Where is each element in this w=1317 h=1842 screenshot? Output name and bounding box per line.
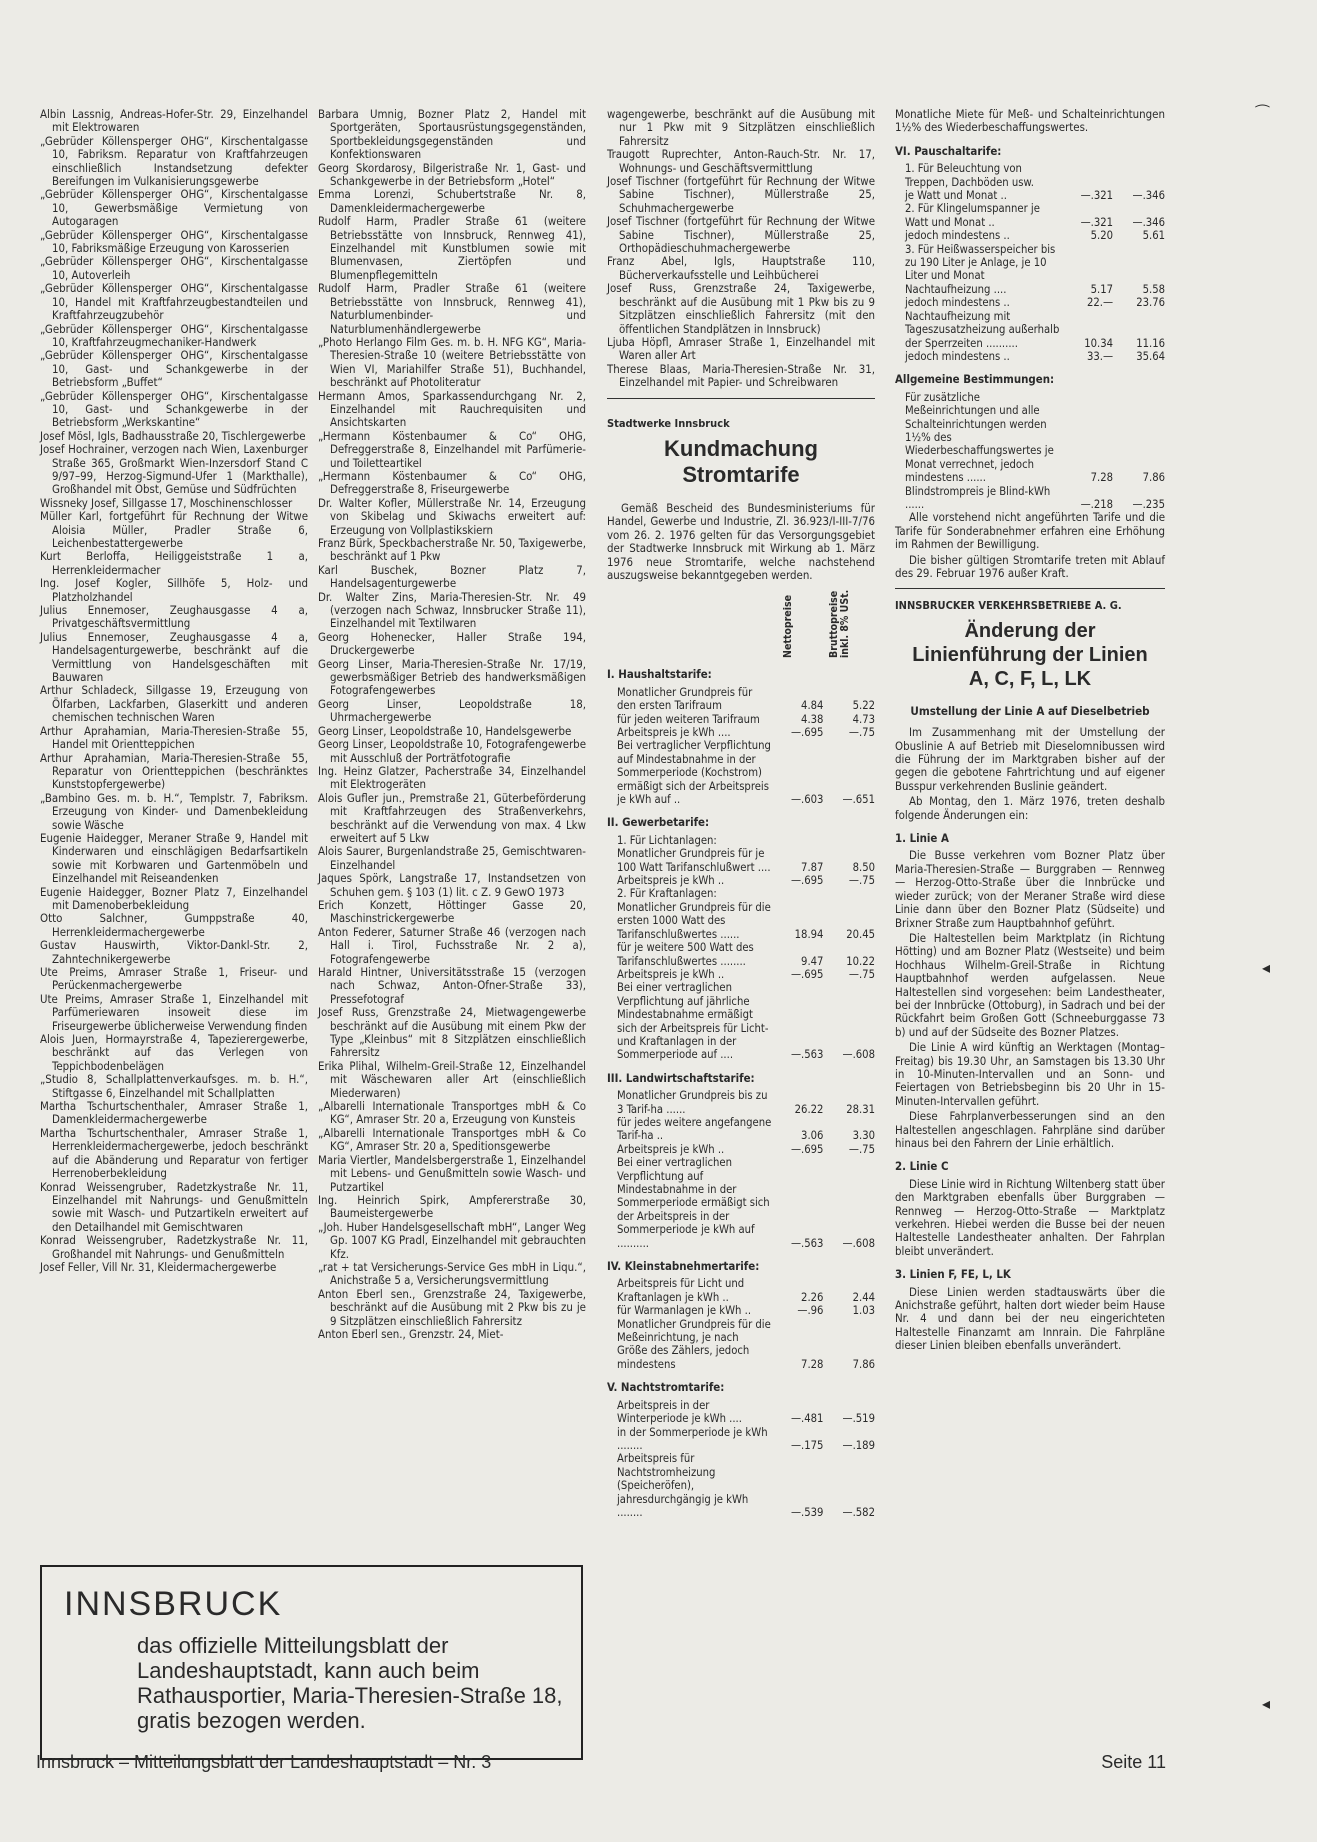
- tariff-row: [607, 1426, 875, 1453]
- tariff-row: [607, 739, 875, 806]
- license-entry: Josef Russ, Grenzstraße 24, Taxigewerbe, beschränkt auf die Ausübung mit 1 Pkw bis zu 9 Sitzplätzen einschließlich Fahrersitz (mit den öffentlichen Standplätzen in Innsbruck): [607, 281, 875, 336]
- license-entry: „Gebrüder Köllensperger OHG“, Kirschentalgasse 10, Autoverleih: [40, 254, 308, 282]
- license-entry: Maria Viertler, Mandelsbergerstraße 1, Einzelhandel mit Lebens- und Genußmitteln sowie Wasch- und Putzartikel: [318, 1152, 586, 1194]
- license-entry: Erich Konzett, Höttinger Gasse 20, Maschinstrickergewerbe: [318, 897, 586, 926]
- license-entry: „Gebrüder Köllensperger OHG“, Kirschentalgasse 10, Gast- und Schankgewerbe in der Betriebsform „Buffet“: [40, 348, 308, 390]
- netto-price: —.563: [790, 1236, 824, 1250]
- tariff-row: [895, 189, 1165, 202]
- netto-price: —.695: [790, 1142, 824, 1156]
- margin-arrow-icon: ◂: [1262, 960, 1271, 977]
- line-heading: 1. Linie A: [895, 831, 949, 846]
- tariff-label: in der Sommerperiode je kWh ........: [617, 1425, 768, 1452]
- netto-price: —.96: [797, 1304, 824, 1318]
- netto-header: Nettopreise: [782, 595, 794, 659]
- tariff-section-title: II. Gewerbetarife:: [607, 815, 710, 830]
- brutto-price: —.651: [842, 793, 875, 807]
- license-entry: Josef Tischner (fortgeführt für Rechnung der Witwe Sabine Tischner), Müllerstraße 25, Schuhmachergewerbe: [607, 174, 875, 215]
- tariff-label: für Warmanlagen je kWh ..: [617, 1304, 752, 1318]
- tariff-row: [895, 243, 1165, 283]
- brutto-price: 28.31: [846, 1102, 875, 1116]
- tariff-table: [607, 1089, 875, 1250]
- column-2: [318, 108, 586, 1341]
- line-heading: 2. Linie C: [895, 1159, 949, 1174]
- tariff-table: [895, 391, 1165, 512]
- license-entry: Eugenie Haidegger, Meraner Straße 9, Handel mit Kinderwaren und einschlägigen Bedarfsartikeln sowie mit Korbwaren und Gartenmöbeln und Einzelhandel mit Reiseandenken: [40, 830, 308, 886]
- tariff-label: Arbeitspreis je kWh ..: [617, 967, 725, 981]
- license-entry: Anton Federer, Saturner Straße 46 (verzogen nach Hall i. Tirol, Fuchsstraße Nr. 2 a), Fotografengewerbe: [318, 924, 586, 966]
- tariff-row: [607, 686, 875, 713]
- headline-line-1: Kundmachung: [664, 435, 818, 461]
- brutto-header: Bruttopreise inkl. 8% USt.: [828, 590, 851, 659]
- license-entry: „Hermann Köstenbaumer & Co“ OHG, Defreggerstraße 8, Einzelhandel mit Parfümerie- und Toiletteartikel: [318, 428, 586, 470]
- brutto-price: —.75: [848, 967, 875, 981]
- tariff-label: Arbeitspreis je kWh ..: [617, 1142, 725, 1156]
- tariff-label: 2. Für Kraftanlagen:: [617, 887, 717, 901]
- netto-price: 3.06: [801, 1129, 824, 1143]
- column-4: [895, 108, 1165, 1355]
- tariff-row: [895, 229, 1165, 242]
- tariff-row: [607, 968, 875, 981]
- tariff-label: 1. Für Beleuchtung von Treppen, Dachböden usw.: [905, 162, 1034, 189]
- brutto-price: —.608: [842, 1236, 875, 1250]
- license-entry: Albin Lassnig, Andreas-Hofer-Str. 29, Einzelhandel mit Elektrowaren: [40, 107, 308, 135]
- license-entry: Anton Eberl sen., Grenzstr. 24, Miet-: [318, 1326, 504, 1341]
- license-entry: wagengewerbe, beschränkt auf die Ausübung mit nur 1 Pkw mit 9 Sitzplätzen einschließlich Fahrersitz: [607, 107, 875, 148]
- tariff-row: [607, 834, 875, 847]
- tariff-section-title: Allgemeine Bestimmungen:: [895, 372, 1055, 387]
- license-entry: Josef Mösl, Igls, Badhausstraße 20, Tischlergewerbe: [40, 428, 306, 443]
- tariff-label: Nachtaufheizung mit Tageszusatzheizung außerhalb der Sperrzeiten ..........: [905, 309, 1060, 350]
- tariff-row: [607, 1277, 875, 1304]
- netto-price: 5.17: [1090, 282, 1114, 296]
- netto-price: —.563: [790, 1048, 824, 1062]
- license-entry: Josef Feller, Vill Nr. 31, Kleidermachergewerbe: [40, 1259, 277, 1274]
- license-entry: Hermann Amos, Sparkassendurchgang Nr. 2, Einzelhandel mit Rauchrequisiten und Ansichtskarten: [318, 388, 586, 430]
- netto-price: [1061, 243, 1113, 283]
- license-entry: Josef Hochrainer, verzogen nach Wien, Laxenburger Straße 365, Großmarkt Wien-Inzersdorf Stand C 9/97–99, Herzog-Sigmund-Ufer 1 (Markthalle), Großhandel mit Obst, Gemüse und Südfrüchten: [40, 442, 308, 497]
- tariff-table: [607, 834, 875, 1062]
- brutto-price: [823, 887, 875, 900]
- license-entry: „Photo Herlango Film Ges. m. b. H. NFG KG“, Maria-Theresien-Straße 10 (weitere Betriebsstätte von Wien VI, Mariahilfer Straße 51), Buchhandel, beschränkt auf Photoliteratur: [318, 334, 586, 390]
- brutto-price: [823, 834, 875, 847]
- license-entry: Barbara Umnig, Bozner Platz 2, Handel mit Sportgeräten, Sportausrüstungsgegenständen, Sportbekleidungsgegenständen und Konfektionswaren: [318, 107, 586, 162]
- license-entry: Anton Eberl sen., Grenzstraße 24, Taxigewerbe, beschränkt auf die Ausübung mit 2 Pkw bis zu je 9 Sitzplätzen einschließlich Fahrersitz: [318, 1286, 586, 1328]
- license-entry: Franz Bürk, Speckbacherstraße Nr. 50, Taxigewerbe, beschränkt auf 1 Pkw: [318, 536, 586, 564]
- tariff-row: [607, 887, 875, 900]
- article-paragraph: Diese Linie wird in Richtung Wiltenberg statt über den Marktgraben ebenfalls über Burggraben — Rennweg — Herzog-Otto-Straße — Marktplatz verkehren. Hiebei werden die Busse bei der neuen Haltestelle Landestheater anhalten. Der Fahrplan bleibt unverändert.: [895, 1176, 1165, 1258]
- license-entry: Georg Linser, Maria-Theresien-Straße Nr. 17/19, gewerbsmäßiger Betrieb des handwerksmäßigen Fotografengewerbes: [318, 656, 586, 698]
- brutto-price: 35.64: [1136, 349, 1165, 363]
- brutto-price: 23.76: [1136, 296, 1165, 310]
- license-entry: Josef Tischner (fortgeführt für Rechnung der Witwe Sabine Tischner), Müllerstraße 25, Orthopädieschuhmachergewerbe: [607, 214, 875, 256]
- netto-price: [772, 887, 824, 900]
- license-entry: Konrad Weissengruber, Radetzkystraße Nr. 11, Großhandel mit Nahrungs- und Genußmitteln: [40, 1233, 308, 1261]
- tariff-row: [895, 202, 1165, 229]
- tariff-tables: [607, 668, 875, 1519]
- license-entry: „Studio 8, Schallplattenverkaufsges. m. b. H.“, Stiftgasse 6, Einzelhandel mit Schallplatten: [40, 1072, 308, 1100]
- page-footer: [36, 1752, 1166, 1773]
- license-entry: Ute Preims, Amraser Straße 1, Friseur- und Perückenmachergewerbe: [40, 965, 308, 993]
- license-entry: Müller Karl, fortgeführt für Rechnung der Witwe Aloisia Müller, Pradler Straße 6, Leichenbestattergewerbe: [40, 509, 308, 550]
- tariff-row: [607, 1089, 875, 1116]
- department-label: Stadtwerke Innsbruck: [607, 416, 730, 430]
- closing-paragraph: Die bisher gültigen Stromtarife treten mit Ablauf des 29. Februar 1976 außer Kraft.: [895, 552, 1165, 580]
- tariff-closing: [895, 511, 1165, 580]
- license-entry: Martha Tschurtschenthaler, Amraser Straße 1, Damenkleidermachergewerbe: [40, 1099, 308, 1127]
- tariff-label: 1. Für Lichtanlagen:: [617, 833, 717, 847]
- tariff-section-title: V. Nachtstromtarife:: [607, 1380, 725, 1395]
- netto-price: 4.84: [801, 699, 824, 713]
- license-entry: Arthur Aprahamian, Maria-Theresien-Straße 55, Reparatur von Orientteppichen (beschränktes Kunststopfergewerbe): [40, 750, 308, 792]
- license-entry: Kurt Berloffa, Heiliggeiststraße 1 a, Herrenkleidermacher: [40, 549, 308, 577]
- netto-price: 10.34: [1084, 336, 1114, 350]
- tariff-row: [607, 726, 875, 739]
- tariff-label: für jeden weiteren Tarifraum: [617, 712, 760, 726]
- tariff-row: [607, 1304, 875, 1317]
- tariff-label: Arbeitspreis für Nachtstromheizung (Speicheröfen), jahresdurchgängig je kWh ........: [617, 1452, 749, 1519]
- license-entry: „Gebrüder Köllensperger OHG“, Kirschentalgasse 10, Fabriksmäßige Erzeugung von Karosserien: [40, 227, 308, 256]
- tariff-label: Monatlicher Grundpreis für die ersten 1000 Watt des Tarifanschlußwertes ......: [617, 900, 771, 941]
- subheadline: Umstellung der Linie A auf Dieselbetrieb: [910, 703, 1150, 718]
- netto-price: —.175: [790, 1438, 824, 1452]
- article-paragraph: Diese Fahrplanverbesserungen sind an den Haltestellen angeschlagen. Fahrpläne sind darüber hinaus bei den Fahrern der Linie erhältlich.: [895, 1109, 1165, 1150]
- tariff-label: für je weitere 500 Watt des Tarifanschlußwertes ........: [617, 941, 754, 968]
- license-entry: Georg Hohenecker, Haller Straße 194, Druckergewerbe: [318, 629, 586, 658]
- margin-mark-icon: ⁀: [1256, 106, 1269, 123]
- license-entry: Julius Ennemoser, Zeughausgasse 4 a, Privatgeschäftsvermittlung: [40, 603, 308, 631]
- article-paragraph: Die Linie A wird künftig an Werktagen (Montag–Freitag) bis 19.30 Uhr, an Samstagen bis 13.30 Uhr in 10-Minuten-Intervallen und an Sonn- und Feiertagen von Betriebsbeginn bis 20 Uhr in 15-Minuten-Intervallen geführt.: [895, 1040, 1165, 1108]
- gewerbe-list-continued: [607, 108, 875, 390]
- license-entry: Traugott Ruprechter, Anton-Rauch-Str. Nr. 17, Wohnungs- und Geschäftsvermittlung: [607, 147, 875, 175]
- license-entry: Arthur Schladeck, Sillgasse 19, Erzeugung von Ölfarben, Lackfarben, Glaserkitt und anderen chemischen technischen Waren: [40, 683, 308, 725]
- license-entry: „Gebrüder Köllensperger OHG“, Kirschentalgasse 10, Fabriksm. Reparatur von Kraftfahrzeugen einschließlich Instandsetzung defekter Bereifungen im Vulkanisierungsgewerbe: [40, 133, 308, 189]
- meter-rent-text: Monatliche Miete für Meß- und Schalteinrichtungen 1½% des Wiederbeschaffungswertes.: [895, 107, 1165, 135]
- tariff-label: Für zusätzliche Meßeinrichtungen und alle Schalteinrichtungen werden 1½% des Wiederbeschaffungswertes je Monat verrechnet, jedoch mindestens ......: [905, 390, 1054, 485]
- license-entry: „Albarelli Internationale Transportges mbH & Co KG“, Amraser Str. 20 a, Speditionsgewerbe: [318, 1125, 586, 1154]
- article-paragraph: Ab Montag, den 1. März 1976, treten deshalb folgende Änderungen ein:: [895, 794, 1165, 822]
- price-column-headers: [607, 586, 875, 658]
- tariff-row: [607, 713, 875, 726]
- intro-paragraph: Gemäß Bescheid des Bundesministeriums für Handel, Gewerbe und Industrie, Zl. 36.923/I-III-7/76 vom 26. 2. 1976 gelten für das Versorgungsgebiet der Stadtwerke Innsbruck mit Wirkung ab 1. März 1976 neue Stromtarife, welche nachstehend auszugsweise bekanntgegeben werden.: [607, 500, 875, 582]
- license-entry: „rat + tat Versicherungs-Service Ges mbH in Liqu.“, Anichstraße 5 a, Versicherungsvermittlung: [318, 1259, 586, 1288]
- tariff-label: Bei einer vertraglichen Verpflichtung auf Mindestabnahme in der Sommerperiode ermäßigt sich der Arbeitspreis in der Sommerperiode je kWh auf ..........: [617, 1156, 770, 1250]
- article-paragraph: Im Zusammenhang mit der Umstellung der Obuslinie A auf Betrieb mit Dieselomnibussen wird die Führung der im Marktgraben bisher auf der gegen die gebotene Fahrtrichtung und auf eigener Busspur verkehrenden Buslinie geändert.: [895, 725, 1165, 793]
- tariff-label: Nachtaufheizung ....: [905, 282, 1007, 296]
- netto-price: [772, 834, 824, 847]
- license-entry: Gustav Hauswirth, Viktor-Dankl-Str. 2, Zahntechnikergewerbe: [40, 938, 308, 966]
- headline-linien: [895, 619, 1165, 691]
- headline-line-1: Änderung der Linienführung der Linien: [912, 619, 1148, 666]
- tariff-label: Arbeitspreis für Licht und Kraftanlagen je kWh ..: [617, 1277, 745, 1304]
- brutto-price: 1.03: [852, 1304, 875, 1318]
- brutto-price: 3.30: [852, 1129, 875, 1143]
- license-entry: Harald Hintner, Universitätsstraße 15 (verzogen nach Schwaz, Anton-Ofner-Straße 33), Pressefotograf: [318, 965, 586, 1006]
- closing-paragraph: Alle vorstehend nicht angeführten Tarife und die Tarife für Sonderabnehmer erfahren eine Erhöhung im Rahmen der Bewilligung.: [895, 510, 1165, 552]
- license-entry: Wissneky Josef, Sillgasse 17, Moschinenschlosser: [40, 495, 293, 510]
- tariff-row: [895, 162, 1165, 189]
- license-entry: Ing. Josef Kogler, Sillhöfe 5, Holz- und Platzholzhandel: [40, 576, 308, 604]
- license-entry: Ute Preims, Amraser Straße 1, Einzelhandel mit Parfümeriewaren insoweit diese im Friseurgewerbe üblicherweise Verwendung finden: [40, 991, 308, 1033]
- tariff-row: [607, 874, 875, 887]
- netto-price: [1061, 162, 1113, 189]
- tariff-table: [895, 162, 1165, 363]
- tariff-row: [607, 941, 875, 968]
- brutto-price: 4.73: [852, 712, 875, 726]
- tariff-label: 3. Für Heißwasserspeicher bis zu 190 Liter je Anlage, je 10 Liter und Monat: [905, 242, 1056, 283]
- brutto-price: [1113, 162, 1165, 189]
- tariff-label: jedoch mindestens ..: [905, 229, 1010, 243]
- line-heading: 3. Linien F, FE, L, LK: [895, 1267, 1011, 1282]
- brutto-price: 20.45: [846, 927, 875, 941]
- box-title: INNSBRUCK: [64, 1585, 283, 1623]
- brutto-price: 7.86: [852, 1357, 875, 1371]
- tariff-label: Monatlicher Grundpreis für die Meßeinrichtung, je nach Größe des Zählers, jedoch mindestens: [617, 1317, 771, 1371]
- license-entry: „Gebrüder Köllensperger OHG“, Kirschentalgasse 10, Gast- und Schankgewerbe in der Betriebsform „Werkskantine“: [40, 388, 308, 430]
- tariff-section-title: III. Landwirtschaftstarife:: [607, 1070, 755, 1085]
- license-entry: Alois Saurer, Burgenlandstraße 25, Gemischtwaren-Einzelhandel: [318, 844, 586, 872]
- netto-price: —.321: [1080, 215, 1114, 229]
- tariff-row: [895, 296, 1165, 309]
- license-entry: Ing. Heinrich Spirk, Ampfererstraße 30, Baumeistergewerbe: [318, 1192, 586, 1221]
- netto-price: 7.28: [801, 1357, 824, 1371]
- license-entry: Arthur Aprahamian, Maria-Theresien-Straße 55, Handel mit Orientteppichen: [40, 723, 308, 752]
- brutto-price: —.519: [842, 1412, 875, 1426]
- license-entry: Otto Salchner, Gumppstraße 40, Herrenkleidermachergewerbe: [40, 911, 308, 939]
- tariff-tables-continued: [895, 145, 1165, 512]
- license-entry: Eugenie Haidegger, Bozner Platz 7, Einzelhandel mit Damenoberbekleidung: [40, 884, 308, 912]
- license-entry: Julius Ennemoser, Zeughausgasse 4 a, Handelsagenturgewerbe, beschränkt auf die Vermittlung von Handelsgeschäften mit Bauwaren: [40, 629, 308, 685]
- ivb-article: [895, 726, 1165, 1352]
- license-entry: „Albarelli Internationale Transportges mbH & Co KG“, Amraser Str. 20 a, Erzeugung von Kunsteis: [318, 1099, 586, 1127]
- netto-price: 9.47: [801, 954, 824, 968]
- margin-arrow-icon: ◂: [1262, 1696, 1271, 1713]
- info-box: [40, 1565, 583, 1760]
- tariff-table: [607, 686, 875, 807]
- tariff-section-title: I. Haushaltstarife:: [607, 667, 712, 682]
- license-entry: Erika Plihal, Wilhelm-Greil-Straße 12, Einzelhandel mit Wäschewaren aller Art (einschließlich Miederwaren): [318, 1058, 586, 1100]
- section-divider: [895, 588, 1165, 589]
- tariff-label: jedoch mindestens ..: [905, 349, 1010, 363]
- netto-price: —.695: [790, 967, 824, 981]
- brutto-price: 5.61: [1142, 229, 1165, 243]
- netto-price: 7.28: [1090, 471, 1114, 485]
- netto-price: —.603: [790, 793, 824, 807]
- page-number: Seite 11: [1101, 1752, 1166, 1772]
- brutto-price: 8.50: [852, 860, 875, 874]
- brutto-price: —.235: [1132, 497, 1165, 511]
- tariff-label: Blindstrompreis je Blind-kWh ......: [905, 484, 1051, 511]
- brutto-price: —.608: [842, 1048, 875, 1062]
- section-divider: [607, 398, 875, 399]
- license-entry: Alois Juen, Hormayrstraße 4, Tapezierergewerbe, beschränkt auf das Verlegen von Teppichbodenbelägen: [40, 1032, 308, 1073]
- license-entry: Georg Linser, Leopoldstraße 10, Handelsgewerbe: [318, 723, 572, 738]
- license-entry: Josef Russ, Grenzstraße 24, Mietwagengewerbe beschränkt auf die Ausübung mit einem Pkw der Type „Kleinbus“ mit 8 Sitzplätzen einschließlich Fahrersitz: [318, 1005, 586, 1060]
- license-entry: Emma Lorenzi, Schubertstraße Nr. 8, Damenkleidermachergewerbe: [318, 187, 586, 215]
- brutto-price: 11.16: [1136, 336, 1165, 350]
- article-paragraph: Die Haltestellen beim Marktplatz (in Richtung Hötting) und am Bozner Platz (Westseite) und beim Hochhaus Wilhelm-Greil-Straße in Richtung Hauptbahnhof werden aufgelassen. Neue Haltestellen sind vorgesehen: beim Landestheater, bei der Innbrücke (Ottoburg), in Sadrach und bei der Rückfahrt beim Großen Gott (Schneeburggasse 73 b) und auf der Südseite des Bozner Platzes.: [895, 930, 1165, 1039]
- headline-line-2: A, C, F, L, LK: [968, 667, 1092, 690]
- license-entry: Georg Linser, Leopoldstraße 10, Fotografengewerbe mit Ausschluß der Porträtfotografie: [318, 737, 586, 765]
- tariff-row: [607, 1318, 875, 1372]
- tariff-label: Bei vertraglicher Verpflichtung auf Mindestabnahme in der Sommerperiode (Kochstrom) ermäßigt sich der Arbeitspreis je kWh auf ..: [617, 739, 771, 807]
- column-3: [607, 108, 875, 1519]
- tariff-row: [607, 1143, 875, 1156]
- box-text: das offizielle Mitteilungsblatt der Landeshauptstadt, kann auch beim Rathausportier, Maria-Theresien-Straße 18, gratis bezogen werden.: [137, 1633, 563, 1733]
- tariff-table: [607, 1277, 875, 1371]
- license-entry: Alois Gufler jun., Premstraße 21, Güterbeförderung mit Kraftfahrzeugen des Straßenverkehrs, beschränkt auf die Verwendung von max. 4 Lkw erweitert auf 5 Lkw: [318, 790, 586, 845]
- brutto-price: —.346: [1132, 189, 1165, 203]
- netto-price: 26.22: [794, 1102, 824, 1116]
- tariff-label: für jedes weitere angefangene Tarif-ha ..: [617, 1115, 772, 1143]
- license-entry: Karl Buschek, Bozner Platz 7, Handelsagenturgewerbe: [318, 562, 586, 591]
- tariff-row: [895, 350, 1165, 363]
- license-entry: Rudolf Harm, Pradler Straße 61 (weitere Betriebsstätte von Innsbruck, Rennweg 41), Einzelhandel mit Kunstblumen sowie mit Blumenvasen, Ziertöpfen und Blumenpflegemitteln: [318, 214, 586, 282]
- tariff-label: Monatlicher Grundpreis für den ersten Tarifraum: [617, 685, 753, 713]
- tariff-row: [607, 1116, 875, 1143]
- brutto-price: 2.44: [852, 1290, 875, 1304]
- license-entry: Rudolf Harm, Pradler Straße 61 (weitere Betriebsstätte von Innsbruck, Rennweg 41), Naturblumenbinder- und Naturblumenhändlergewerbe: [318, 281, 586, 336]
- headline-line-2: Stromtarife: [682, 461, 800, 487]
- netto-price: 22.—: [1086, 296, 1114, 310]
- headline-stromtarife: [607, 436, 875, 488]
- brutto-price: —.582: [842, 1505, 875, 1519]
- license-entry: Martha Tschurtschenthaler, Amraser Straße 1, Herrenkleidermachergewerbe, jedoch beschränkt auf die Abänderung und Reparatur von fertiger Herrenoberbekleidung: [40, 1125, 308, 1181]
- tariff-label: Arbeitspreis je kWh ....: [617, 726, 731, 739]
- license-entry: „Bambino Ges. m. b. H.“, Templstr. 7, Fabriksm. Erzeugung von Kinder- und Damenbekleidung sowie Wäsche: [40, 790, 308, 832]
- license-entry: Franz Abel, Igls, Hauptstraße 110, Bücherverkaufsstelle und Leihbücherei: [607, 254, 875, 282]
- brutto-price: —.75: [848, 1142, 875, 1156]
- netto-price: 2.26: [801, 1290, 824, 1304]
- license-entry: Konrad Weissengruber, Radetzkystraße Nr. 11, Einzelhandel mit Nahrungs- und Genußmitteln sowie mit Wasch- und Putzartikeln erweitert auf den Detailhandel mit Gemischtwaren: [40, 1179, 308, 1234]
- tariff-label: 2. Für Klingelumspanner je Watt und Monat ..: [905, 202, 1040, 229]
- license-entry: Jaques Spörk, Langstraße 17, Instandsetzen von Schuhen gem. § 103 (1) lit. c Z. 9 GewO 1973: [318, 871, 586, 899]
- brutto-price: 10.22: [846, 954, 875, 968]
- license-entry: Dr. Walter Zins, Maria-Theresien-Str. Nr. 49 (verzogen nach Schwaz, Innsbrucker Straße 11), Einzelhandel mit Textilwaren: [318, 589, 586, 631]
- tariff-label: je Watt und Monat ..: [905, 189, 1007, 203]
- netto-price: —.321: [1080, 189, 1114, 203]
- tariff-row: [895, 310, 1165, 350]
- tariff-label: Monatlicher Grundpreis für je 100 Watt Tarifanschlußwert ....: [617, 847, 771, 874]
- tariff-row: [895, 283, 1165, 296]
- column-1: [40, 108, 308, 1274]
- netto-price: 5.20: [1090, 229, 1114, 243]
- license-entry: „Gebrüder Köllensperger OHG“, Kirschentalgasse 10, Gewerbsmäßige Vermietung von Autogaragen: [40, 187, 308, 229]
- tariff-row: [607, 1452, 875, 1519]
- tariff-row: [895, 391, 1165, 485]
- tariff-row: [607, 901, 875, 941]
- license-entry: Dr. Walter Kofler, Müllerstraße Nr. 14, Erzeugung von Skibelag und Skiwachs erweitert auf: Erzeugung von Vollplastikskiern: [318, 495, 586, 537]
- tariff-label: Bei einer vertraglichen Verpflichtung auf jährliche Mindestabnahme ermäßigt sich der Arbeitspreis für Licht- und Kraftanlagen in der Sommerperiode auf ....: [617, 981, 769, 1062]
- footer-publication: Innsbruck – Mitteilungsblatt der Landeshauptstadt – Nr. 3: [36, 1752, 492, 1772]
- brutto-price: [1113, 243, 1165, 283]
- netto-price: —.218: [1080, 497, 1114, 511]
- tariff-section-title: IV. Kleinstabnehmertarife:: [607, 1259, 760, 1274]
- brutto-price: —.75: [848, 874, 875, 888]
- netto-price: 4.38: [801, 712, 824, 726]
- brutto-price: —.346: [1132, 215, 1165, 229]
- article-paragraph: Diese Linien werden stadtauswärts über die Anichstraße geführt, halten dort wieder beim Hause Nr. 4 und dann bei der neu eingerichteten Haltestelle Finanzamt am Innrain. Die Fahrpläne dieser Linien bleiben ebenfalls unverändert.: [895, 1284, 1165, 1353]
- license-entry: Therese Blaas, Maria-Theresien-Straße Nr. 31, Einzelhandel mit Papier- und Schreibwaren: [607, 361, 875, 390]
- department-label: INNSBRUCKER VERKEHRSBETRIEBE A. G.: [895, 599, 1122, 613]
- license-entry: Georg Skordarosy, Bilgeristraße Nr. 1, Gast- und Schankgewerbe in der Betriebsform „Hotel“: [318, 160, 586, 189]
- tariff-label: Monatlicher Grundpreis bis zu 3 Tarif-ha ......: [617, 1089, 768, 1116]
- brutto-price: —.189: [842, 1438, 875, 1452]
- tariff-row: [607, 981, 875, 1061]
- license-entry: „Gebrüder Köllensperger OHG“, Kirschentalgasse 10, Kraftfahrzeugmechaniker-Handwerk: [40, 321, 308, 349]
- netto-price: 18.94: [794, 927, 824, 941]
- license-entry: „Gebrüder Köllensperger OHG“, Kirschentalgasse 10, Handel mit Kraftfahrzeugbestandteilen und Kraftfahrzeugzubehör: [40, 281, 308, 323]
- tariff-table: [607, 1399, 875, 1520]
- netto-price: —.695: [790, 726, 824, 739]
- tariff-label: Arbeitspreis je kWh ..: [617, 874, 725, 888]
- netto-price: —.481: [790, 1412, 824, 1426]
- tariff-row: [607, 847, 875, 874]
- license-entry: „Hermann Köstenbaumer & Co“ OHG, Defreggerstraße 8, Friseurgewerbe: [318, 468, 586, 497]
- brutto-price: 7.86: [1142, 471, 1165, 485]
- netto-price: 33.—: [1086, 349, 1114, 363]
- brutto-price: 5.22: [852, 699, 875, 713]
- netto-price: —.695: [790, 874, 824, 888]
- brutto-price: —.75: [848, 726, 875, 739]
- article-paragraph: Die Busse verkehren vom Bozner Platz über Maria-Theresien-Straße — Burggraben — Rennweg — Herzog-Otto-Straße über die Innbrücke und wieder zurück; von der Meraner Straße wird diese Linie dann über den Bozner Platz (Südseite) und Brixner Straße zum Hauptbahnhof geführt.: [895, 848, 1165, 930]
- tariff-section-title: VI. Pauschaltarife:: [895, 143, 1002, 158]
- brutto-price: 5.58: [1142, 282, 1165, 296]
- tariff-row: [607, 1156, 875, 1250]
- license-entry: Georg Linser, Leopoldstraße 18, Uhrmachergewerbe: [318, 696, 586, 725]
- tariff-label: jedoch mindestens ..: [905, 296, 1010, 310]
- license-entry: „Joh. Huber Handelsgesellschaft mbH“, Langer Weg Gp. 1007 KG Pradl, Einzelhandel mit gebrauchten Kfz.: [318, 1219, 586, 1261]
- tariff-label: Arbeitspreis in der Winterperiode je kWh ....: [617, 1398, 742, 1426]
- tariff-row: [895, 485, 1165, 512]
- license-entry: Ing. Heinz Glatzer, Pacherstraße 34, Einzelhandel mit Elektrogeräten: [318, 763, 586, 792]
- netto-price: —.539: [790, 1505, 824, 1519]
- tariff-row: [607, 1399, 875, 1426]
- netto-price: 7.87: [801, 860, 824, 874]
- license-entry: Ljuba Höpfl, Amraser Straße 1, Einzelhandel mit Waren aller Art: [607, 334, 875, 363]
